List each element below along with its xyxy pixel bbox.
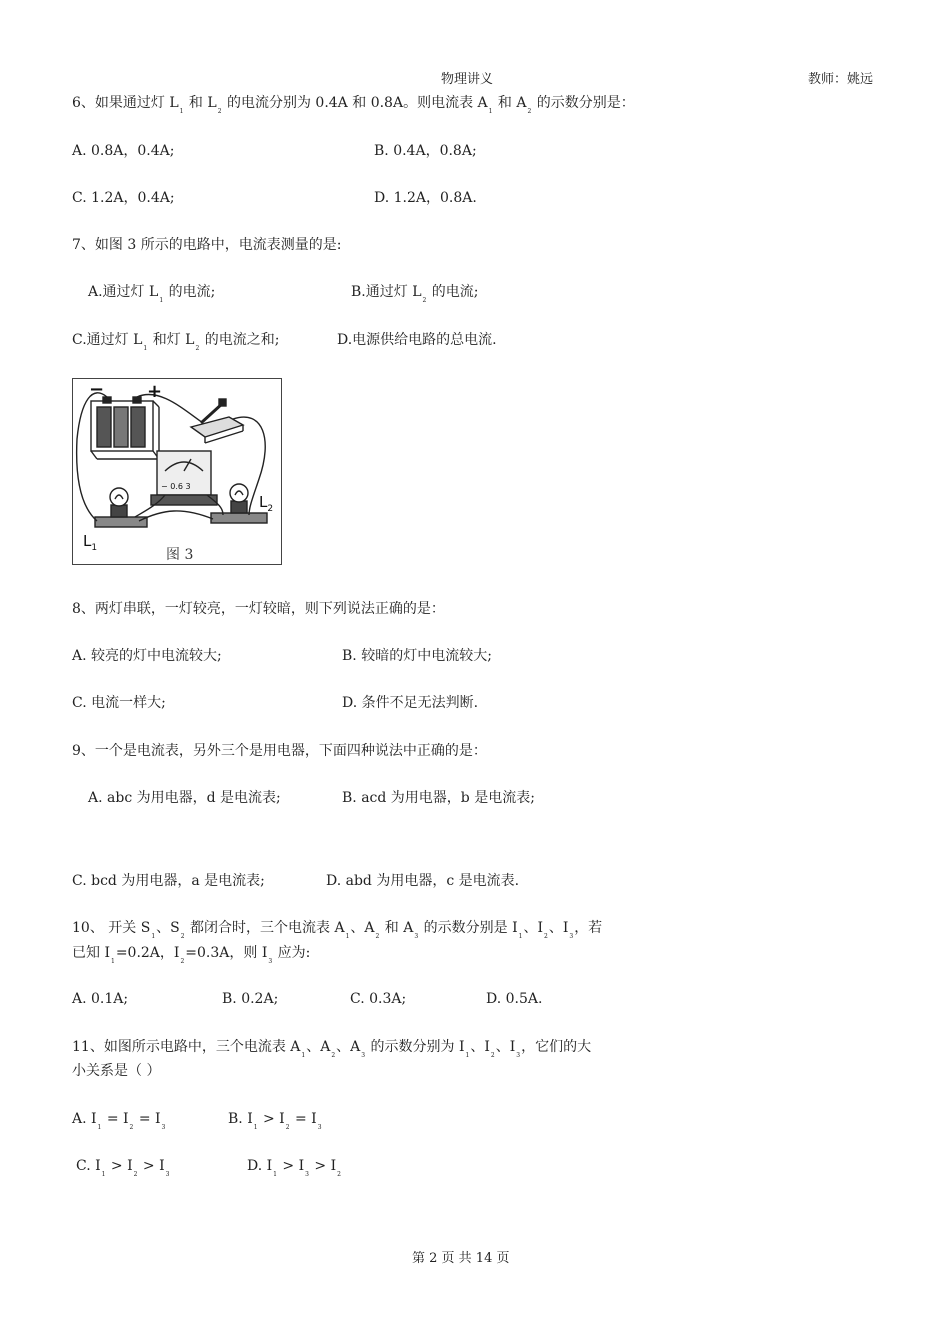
q8-option-d: D. 条件不足无法判断. — [342, 695, 479, 711]
q7-option-a: A.通过灯 $L_1$ 的电流; — [88, 284, 216, 304]
q7-option-b: B.通过灯 $L_2$ 的电流; — [351, 284, 479, 304]
lamp-l1-label: $L_1$ — [83, 532, 98, 553]
q10-option-b: B. 0.2A; — [222, 991, 279, 1007]
q9-option-b: B. acd 为用电器，b 是电流表; — [342, 790, 535, 806]
q8-option-c: C. 电流一样大; — [72, 695, 166, 711]
q6-option-d: D. 1.2A，0.8A. — [374, 190, 477, 206]
q11-option-c: C. $I_1 > I_2 > I_3$ — [76, 1158, 170, 1178]
page-footer: 第 2 页 共 14 页 — [412, 1251, 510, 1266]
q10-option-d: D. 0.5A. — [486, 991, 543, 1007]
circuit-drawing — [73, 379, 281, 564]
header-teacher: 教师：姚远 — [808, 72, 874, 87]
header-title: 物理讲义 — [441, 72, 494, 87]
q9-option-d: D. abd 为用电器，c 是电流表. — [326, 873, 520, 889]
q11-stem-line2: 小关系是（ ） — [72, 1063, 161, 1079]
q8-option-b: B. 较暗的灯中电流较大; — [342, 648, 492, 664]
battery-plus-label: + — [147, 381, 163, 402]
q6-option-c: C. 1.2A，0.4A; — [72, 190, 175, 206]
q10-stem-line2: 已知 $I_1=0.2A$，$I_2=0.3A$，则 $I_3$ 应为: — [72, 945, 311, 965]
figure-3-caption: 图 3 — [166, 547, 194, 563]
lamp-l2-label: $L_2$ — [259, 493, 274, 514]
q8-option-a: A. 较亮的灯中电流较大; — [72, 648, 222, 664]
q9-option-c: C. bcd 为用电器，a 是电流表; — [72, 873, 265, 889]
q10-option-a: A. 0.1A; — [72, 991, 129, 1007]
q7-option-c: C.通过灯 $L_1$ 和灯 $L_2$ 的电流之和; — [72, 332, 280, 352]
q6-stem: 6、如果通过灯 $L_1$ 和 $L_2$ 的电流分别为 0.4A 和 0.8A。则电流表 $A_1$ 和 $A_2$ 的示数分别是： — [72, 95, 635, 115]
figure-3-circuit — [72, 378, 282, 565]
q7-option-d: D.电源供给电路的总电流. — [337, 332, 497, 348]
q11-option-a: A. $I_1 = I_2 = I_3$ — [72, 1111, 166, 1131]
lamp-l1-base — [95, 517, 147, 527]
q6-option-a: A. 0.8A，0.4A; — [72, 143, 175, 159]
q10-stem-line1: 10、 开关 $S_1$、$S_2$ 都闭合时，三个电流表 $A_1$、$A_2$ 和 $A_3$ 的示数分别是 $I_1$、$I_2$、$I_3$，若 — [72, 920, 603, 940]
q9-stem: 9、一个是电流表，另外三个是用电器，下面四种说法中正确的是： — [72, 743, 487, 759]
q11-option-b: B. $I_1 > I_2 = I_3$ — [228, 1111, 322, 1131]
q8-stem: 8、两灯串联，一灯较亮，一灯较暗，则下列说法正确的是： — [72, 601, 445, 617]
battery-minus-label: − — [89, 379, 105, 400]
q11-option-d: D. $I_1 > I_3 > I_2$ — [247, 1158, 341, 1178]
q7-stem: 7、如图 3 所示的电路中，电流表测量的是: — [72, 237, 342, 253]
q10-option-c: C. 0.3A; — [350, 991, 407, 1007]
q6-option-b: B. 0.4A，0.8A; — [374, 143, 477, 159]
q11-stem-line1: 11、如图所示电路中，三个电流表 $A_1$、$A_2$、$A_3$ 的示数分别为 $I_1$、$I_2$、$I_3$，它们的大 — [72, 1039, 592, 1059]
q9-option-a: A. abc 为用电器，d 是电流表; — [88, 790, 281, 806]
ammeter-terminal-labels: − 0.6 3 — [161, 482, 191, 491]
